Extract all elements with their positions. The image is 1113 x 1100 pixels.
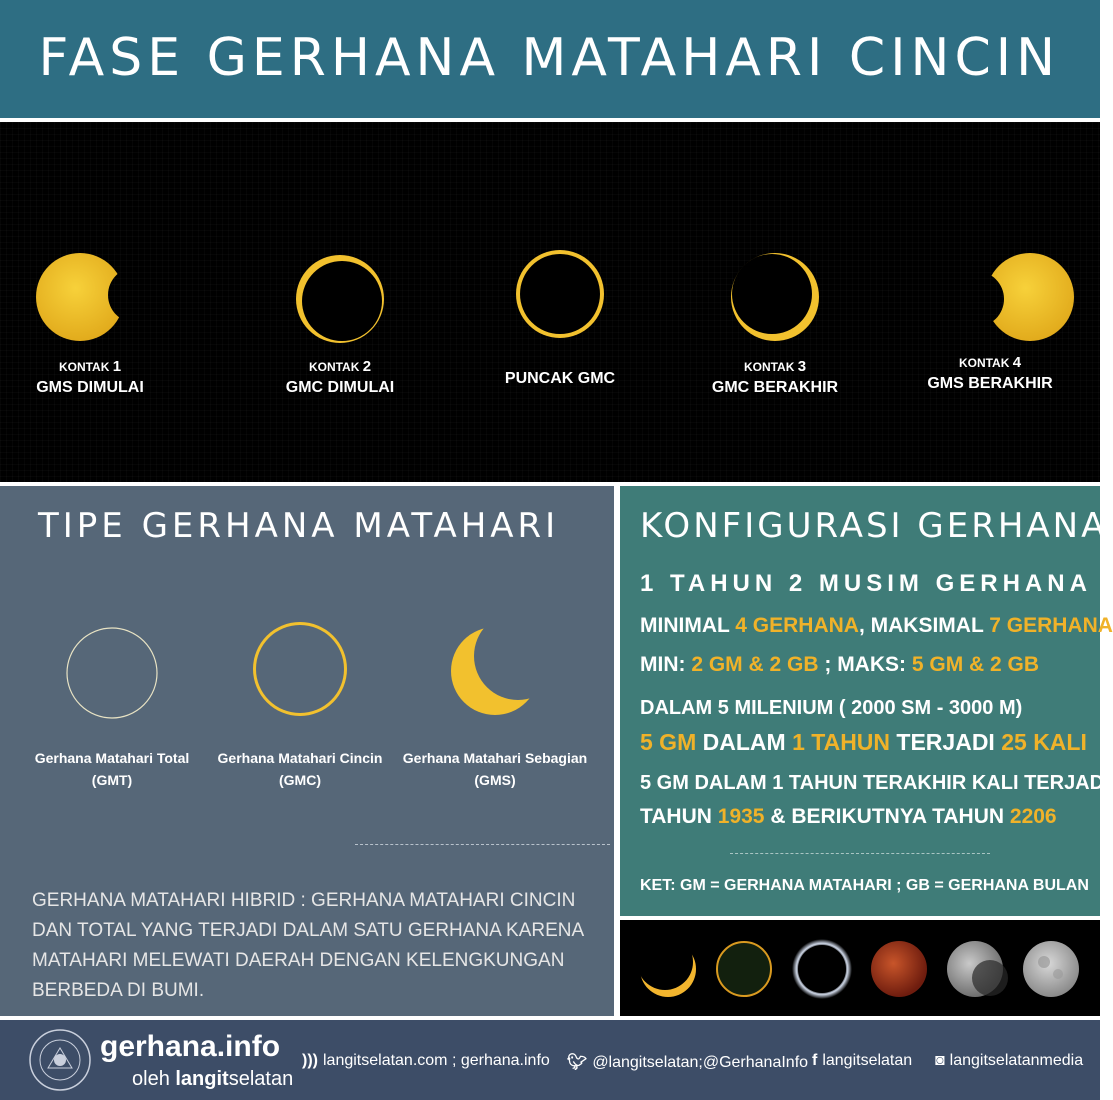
partial-eclipse-photo-icon — [637, 938, 699, 1000]
phase-1 — [5, 122, 175, 482]
divider — [355, 844, 610, 845]
config-line-seasons: 1 TAHUN 2 MUSIM GERHANA — [640, 570, 1092, 597]
brand-name[interactable]: gerhana.info — [100, 1030, 281, 1063]
type-partial: Gerhana Matahari Sebagian (GMS) — [395, 616, 595, 788]
annular-eclipse-icon — [245, 614, 355, 724]
config-title: KONFIGURASI GERHANA — [640, 506, 1108, 546]
brand-subtitle: oleh langitselatan — [132, 1068, 294, 1090]
hybrid-description: GERHANA MATAHARI HIBRID : GERHANA MATAHARI CINCIN DAN TOTAL YANG TERJADI DALAM SATU GERHANA KARENA MATAHARI MELEWATI DAERAH DENGAN KELENGKUNGAN BERBEDA DI BUMI. — [32, 890, 584, 1001]
header-banner — [0, 0, 1100, 118]
phase-2 — [255, 122, 425, 482]
phase-label: PUNCAK GMC — [504, 370, 616, 387]
eclipse-gallery — [620, 920, 1100, 1016]
annular-eclipse-photo-icon — [713, 938, 775, 1000]
full-moon-icon — [1020, 938, 1082, 1000]
langitselatan-seal-icon — [28, 1028, 92, 1092]
lunar-eclipse-partial-icon — [944, 938, 1006, 1000]
divider — [730, 853, 990, 854]
website-link[interactable]: ))) langitselatan.com ; gerhana.info — [302, 1052, 550, 1069]
instagram-link[interactable]: ◙ langitselatanmedia — [935, 1052, 1084, 1069]
types-panel — [0, 486, 614, 1016]
total-eclipse-photo-icon — [791, 938, 853, 1000]
lunar-eclipse-total-icon — [868, 938, 930, 1000]
phase-label: KONTAK 4 GMS BERAKHIR — [927, 354, 1053, 392]
config-line-years: TAHUN 1935 & BERIKUTNYA TAHUN 2206 — [640, 805, 1057, 828]
phase-label: KONTAK 3 GMC BERAKHIR — [711, 358, 839, 396]
partial-sun-end-icon — [970, 237, 1090, 357]
config-line-last: 5 GM DALAM 1 TAHUN TERAKHIR KALI TERJADI — [640, 772, 1110, 794]
rss-icon: ))) — [302, 1052, 318, 1069]
partial-sun-icon — [20, 237, 140, 357]
phase-5 — [905, 122, 1075, 482]
phases-panel — [0, 122, 1100, 482]
footer — [0, 1020, 1100, 1100]
phase-label: KONTAK 1 GMS DIMULAI — [36, 358, 144, 396]
phase-label: KONTAK 2 GMC DIMULAI — [285, 358, 395, 396]
type-annular: Gerhana Matahari Cincin (GMC) — [200, 614, 400, 788]
annular-peak-icon — [500, 234, 620, 354]
config-panel — [620, 486, 1113, 916]
config-line-minmax: MINIMAL 4 GERHANA, MAKSIMAL 7 GERHANA — [640, 614, 1113, 637]
config-note: KET: GM = GERHANA MATAHARI ; GB = GERHANA BULAN — [640, 877, 1089, 894]
page-title: FASE GERHANA MATAHARI CINCIN — [38, 28, 1060, 88]
config-line-frequency: 5 GM DALAM 1 TAHUN TERJADI 25 KALI — [640, 729, 1087, 755]
phase-3 — [475, 122, 645, 482]
types-title: TIPE GERHANA MATAHARI — [38, 506, 560, 546]
type-total: Gerhana Matahari Total (GMT) — [12, 618, 212, 788]
total-eclipse-icon — [57, 618, 167, 728]
config-line-millennium: DALAM 5 MILENIUM ( 2000 SM - 3000 M) — [640, 697, 1023, 719]
annular-start-icon — [280, 239, 400, 359]
twitter-link[interactable]: 🐦︎ @langitselatan;@GerhanaInfo — [567, 1054, 809, 1071]
partial-eclipse-icon — [440, 616, 550, 726]
config-line-min-max-detail: MIN: 2 GM & 2 GB ; MAKS: 5 GM & 2 GB — [640, 653, 1040, 676]
twitter-icon: 🐦︎ — [567, 1054, 588, 1071]
facebook-link[interactable]: f langitselatan — [812, 1052, 913, 1069]
instagram-icon: ◙ — [935, 1052, 945, 1069]
phase-4 — [690, 122, 860, 482]
facebook-icon: f — [812, 1052, 818, 1069]
annular-end-icon — [715, 237, 835, 357]
